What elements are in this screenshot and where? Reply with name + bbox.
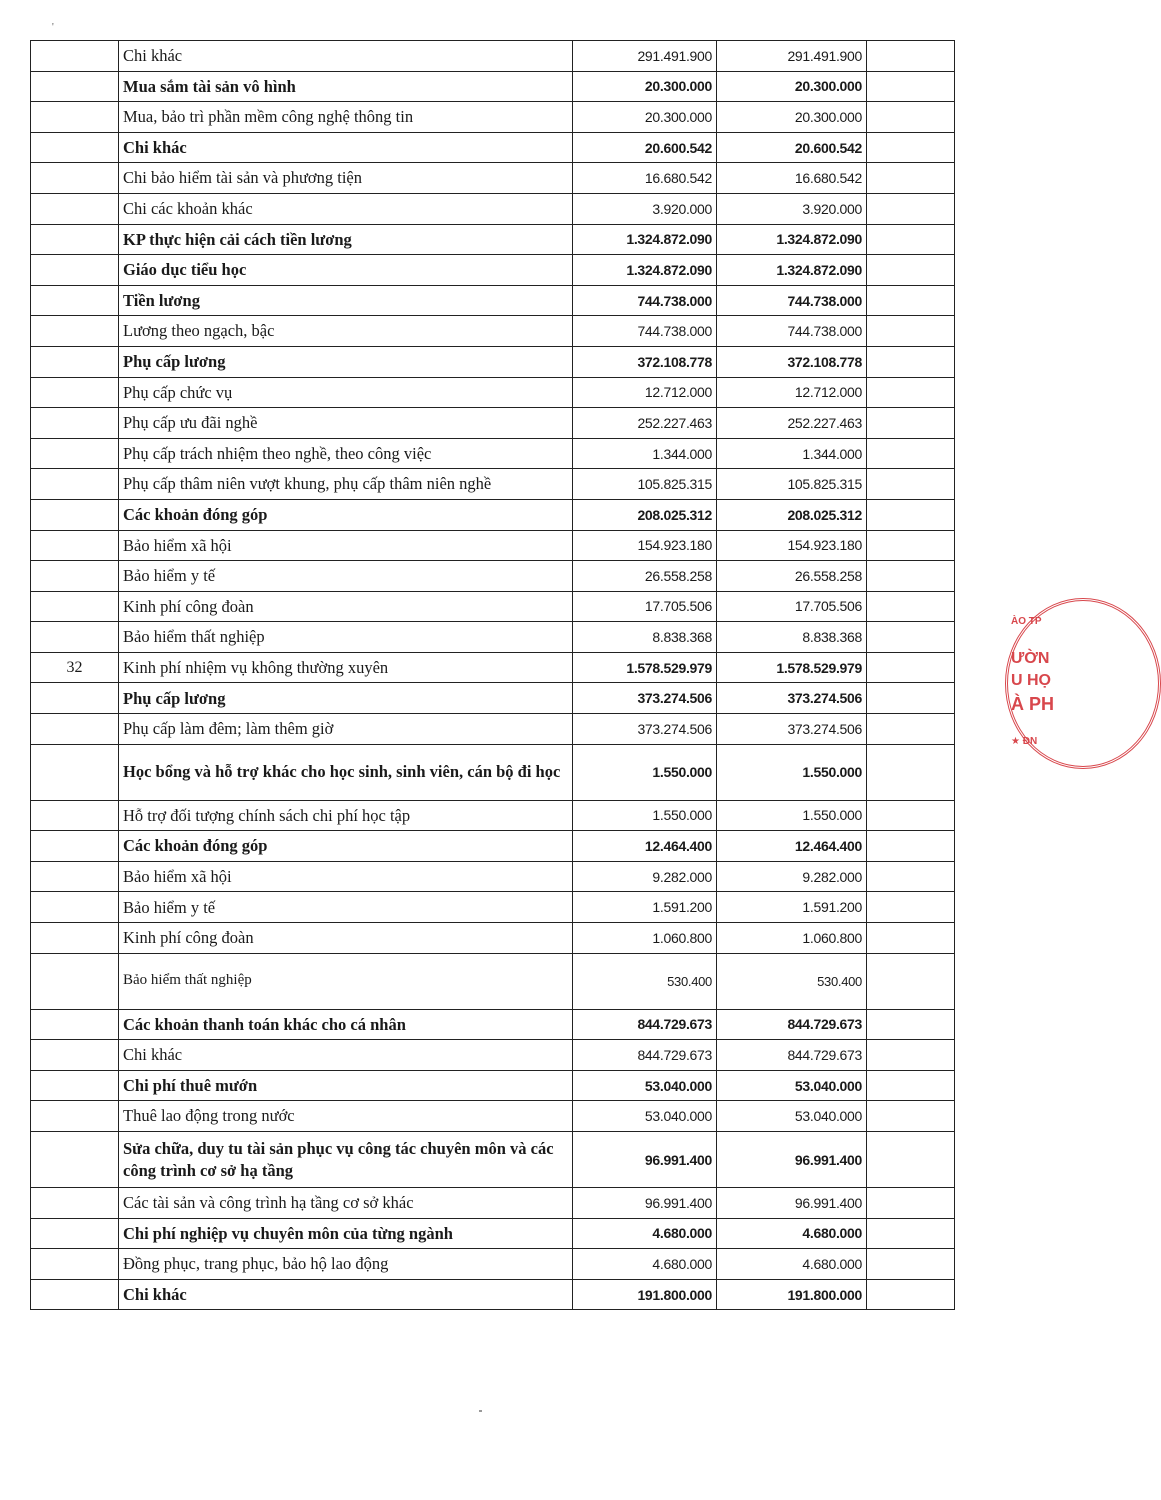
row-value-1-cell: 1.344.000 — [573, 438, 717, 469]
row-empty-cell — [867, 591, 955, 622]
table-row — [31, 892, 955, 923]
row-empty-cell — [867, 499, 955, 530]
row-description-cell: Chi khác — [119, 1040, 573, 1071]
row-value-1-cell: 16.680.542 — [573, 163, 717, 194]
row-value-2-cell: 1.578.529.979 — [717, 652, 867, 683]
row-description-cell: Sửa chữa, duy tu tài sản phục vụ công tác chuyên môn và các công trình cơ sở hạ tầng — [119, 1132, 573, 1188]
row-value-2-cell: 530.400 — [717, 953, 867, 1009]
table-row — [31, 224, 955, 255]
row-value-2-cell: 373.274.506 — [717, 714, 867, 745]
row-value-2-cell: 16.680.542 — [717, 163, 867, 194]
row-description-cell: Hỗ trợ đối tượng chính sách chi phí học tập — [119, 800, 573, 831]
row-description-cell: Tiền lương — [119, 285, 573, 316]
table-row — [31, 163, 955, 194]
row-description-cell: Phụ cấp lương — [119, 683, 573, 714]
row-empty-cell — [867, 1070, 955, 1101]
row-value-2-cell: 105.825.315 — [717, 469, 867, 500]
row-empty-cell — [867, 561, 955, 592]
table-row — [31, 1040, 955, 1071]
stamp-text-5: ★ ĐN — [1011, 736, 1038, 747]
row-value-2-cell: 291.491.900 — [717, 41, 867, 72]
row-number-cell — [31, 892, 119, 923]
row-description-cell: Thuê lao động trong nước — [119, 1101, 573, 1132]
row-number-cell — [31, 530, 119, 561]
row-empty-cell — [867, 71, 955, 102]
row-value-1-cell: 20.300.000 — [573, 71, 717, 102]
row-value-1-cell: 96.991.400 — [573, 1132, 717, 1188]
row-number-cell — [31, 408, 119, 439]
row-description-cell: Phụ cấp thâm niên vượt khung, phụ cấp thâm niên nghề — [119, 469, 573, 500]
row-value-1-cell: 844.729.673 — [573, 1009, 717, 1040]
table-row — [31, 132, 955, 163]
row-number-cell — [31, 377, 119, 408]
row-empty-cell — [867, 102, 955, 133]
table-row — [31, 71, 955, 102]
table-row — [31, 408, 955, 439]
table-row — [31, 469, 955, 500]
table-row — [31, 193, 955, 224]
budget-table-body — [31, 41, 955, 1310]
row-number-cell — [31, 346, 119, 377]
row-description-cell: Các khoản đóng góp — [119, 499, 573, 530]
table-row — [31, 1070, 955, 1101]
row-number-cell — [31, 591, 119, 622]
row-value-1-cell: 53.040.000 — [573, 1070, 717, 1101]
row-description-cell: Kinh phí nhiệm vụ không thường xuyên — [119, 652, 573, 683]
row-value-1-cell: 530.400 — [573, 953, 717, 1009]
table-row — [31, 714, 955, 745]
table-row — [31, 499, 955, 530]
row-number-cell — [31, 800, 119, 831]
row-value-2-cell: 20.300.000 — [717, 71, 867, 102]
row-value-1-cell: 373.274.506 — [573, 683, 717, 714]
row-number-cell — [31, 1188, 119, 1219]
table-row — [31, 530, 955, 561]
row-value-1-cell: 12.464.400 — [573, 831, 717, 862]
row-empty-cell — [867, 1218, 955, 1249]
row-value-2-cell: 154.923.180 — [717, 530, 867, 561]
row-value-2-cell: 53.040.000 — [717, 1101, 867, 1132]
table-row — [31, 1279, 955, 1310]
row-value-2-cell: 1.550.000 — [717, 800, 867, 831]
row-value-1-cell: 53.040.000 — [573, 1101, 717, 1132]
row-value-1-cell: 1.550.000 — [573, 744, 717, 800]
row-description-cell: Học bổng và hỗ trợ khác cho học sinh, sinh viên, cán bộ đi học — [119, 744, 573, 800]
table-row — [31, 591, 955, 622]
row-value-1-cell: 844.729.673 — [573, 1040, 717, 1071]
row-empty-cell — [867, 377, 955, 408]
row-value-2-cell: 372.108.778 — [717, 346, 867, 377]
row-empty-cell — [867, 923, 955, 954]
row-empty-cell — [867, 1279, 955, 1310]
table-row — [31, 800, 955, 831]
row-number-cell — [31, 923, 119, 954]
row-value-1-cell: 17.705.506 — [573, 591, 717, 622]
row-empty-cell — [867, 800, 955, 831]
row-value-1-cell: 8.838.368 — [573, 622, 717, 653]
table-row — [31, 1132, 955, 1188]
row-description-cell: Phụ cấp làm đêm; làm thêm giờ — [119, 714, 573, 745]
stamp-text-2: ƯỜN — [1011, 650, 1050, 667]
row-number-cell — [31, 1040, 119, 1071]
table-row — [31, 316, 955, 347]
row-value-2-cell: 252.227.463 — [717, 408, 867, 439]
row-value-1-cell: 1.324.872.090 — [573, 224, 717, 255]
row-number-cell — [31, 1101, 119, 1132]
row-description-cell: Phụ cấp lương — [119, 346, 573, 377]
row-value-2-cell: 12.712.000 — [717, 377, 867, 408]
row-number-cell: 32 — [31, 652, 119, 683]
row-value-2-cell: 8.838.368 — [717, 622, 867, 653]
row-empty-cell — [867, 193, 955, 224]
row-value-2-cell: 744.738.000 — [717, 285, 867, 316]
row-empty-cell — [867, 224, 955, 255]
row-number-cell — [31, 163, 119, 194]
row-empty-cell — [867, 255, 955, 286]
row-number-cell — [31, 71, 119, 102]
row-value-2-cell: 1.591.200 — [717, 892, 867, 923]
row-description-cell: Mua sắm tài sản vô hình — [119, 71, 573, 102]
row-number-cell — [31, 438, 119, 469]
row-description-cell: Phụ cấp ưu đãi nghề — [119, 408, 573, 439]
row-empty-cell — [867, 1101, 955, 1132]
row-number-cell — [31, 469, 119, 500]
row-empty-cell — [867, 408, 955, 439]
row-value-2-cell: 191.800.000 — [717, 1279, 867, 1310]
row-description-cell: Bảo hiểm thất nghiệp — [119, 953, 573, 1009]
row-value-1-cell: 252.227.463 — [573, 408, 717, 439]
row-number-cell — [31, 744, 119, 800]
row-value-1-cell: 291.491.900 — [573, 41, 717, 72]
row-number-cell — [31, 953, 119, 1009]
row-description-cell: Chi khác — [119, 1279, 573, 1310]
row-value-2-cell: 17.705.506 — [717, 591, 867, 622]
scan-speck — [479, 1410, 482, 1412]
table-row — [31, 1249, 955, 1280]
row-number-cell — [31, 1279, 119, 1310]
table-row — [31, 255, 955, 286]
row-value-2-cell: 96.991.400 — [717, 1188, 867, 1219]
row-value-1-cell: 744.738.000 — [573, 316, 717, 347]
row-empty-cell — [867, 1132, 955, 1188]
row-empty-cell — [867, 714, 955, 745]
row-number-cell — [31, 285, 119, 316]
table-row — [31, 652, 955, 683]
row-value-2-cell: 3.920.000 — [717, 193, 867, 224]
row-number-cell — [31, 561, 119, 592]
table-row — [31, 285, 955, 316]
row-empty-cell — [867, 683, 955, 714]
table-row — [31, 622, 955, 653]
row-value-1-cell: 4.680.000 — [573, 1218, 717, 1249]
row-description-cell: KP thực hiện cải cách tiền lương — [119, 224, 573, 255]
row-description-cell: Mua, bảo trì phần mềm công nghệ thông tin — [119, 102, 573, 133]
row-description-cell: Chi khác — [119, 132, 573, 163]
stamp-text-4: À PH — [1011, 694, 1055, 714]
row-value-1-cell: 372.108.778 — [573, 346, 717, 377]
row-empty-cell — [867, 469, 955, 500]
row-empty-cell — [867, 892, 955, 923]
stamp-text-1: ÀO TP — [1011, 616, 1042, 627]
row-number-cell — [31, 1070, 119, 1101]
row-value-2-cell: 20.300.000 — [717, 102, 867, 133]
row-value-2-cell: 1.324.872.090 — [717, 255, 867, 286]
row-value-2-cell: 12.464.400 — [717, 831, 867, 862]
row-value-1-cell: 191.800.000 — [573, 1279, 717, 1310]
row-value-2-cell: 373.274.506 — [717, 683, 867, 714]
table-row — [31, 1188, 955, 1219]
row-number-cell — [31, 132, 119, 163]
row-value-2-cell: 96.991.400 — [717, 1132, 867, 1188]
row-value-1-cell: 208.025.312 — [573, 499, 717, 530]
row-value-1-cell: 96.991.400 — [573, 1188, 717, 1219]
row-value-1-cell: 154.923.180 — [573, 530, 717, 561]
row-value-1-cell: 26.558.258 — [573, 561, 717, 592]
row-number-cell — [31, 1132, 119, 1188]
row-empty-cell — [867, 316, 955, 347]
row-value-1-cell: 4.680.000 — [573, 1249, 717, 1280]
row-empty-cell — [867, 1040, 955, 1071]
row-value-2-cell: 4.680.000 — [717, 1218, 867, 1249]
row-description-cell: Bảo hiểm y tế — [119, 892, 573, 923]
table-row — [31, 831, 955, 862]
row-value-1-cell: 1.550.000 — [573, 800, 717, 831]
row-value-1-cell: 1.324.872.090 — [573, 255, 717, 286]
row-description-cell: Các khoản thanh toán khác cho cá nhân — [119, 1009, 573, 1040]
table-row — [31, 102, 955, 133]
row-value-1-cell: 1.578.529.979 — [573, 652, 717, 683]
row-description-cell: Chi các khoản khác — [119, 193, 573, 224]
row-value-2-cell: 1.060.800 — [717, 923, 867, 954]
row-description-cell: Đồng phục, trang phục, bảo hộ lao động — [119, 1249, 573, 1280]
row-empty-cell — [867, 530, 955, 561]
row-number-cell — [31, 831, 119, 862]
table-row — [31, 1009, 955, 1040]
row-value-1-cell: 9.282.000 — [573, 861, 717, 892]
table-row — [31, 1101, 955, 1132]
row-number-cell — [31, 255, 119, 286]
row-empty-cell — [867, 1249, 955, 1280]
row-number-cell — [31, 499, 119, 530]
row-number-cell — [31, 622, 119, 653]
row-value-2-cell: 1.344.000 — [717, 438, 867, 469]
table-row — [31, 953, 955, 1009]
row-value-1-cell: 105.825.315 — [573, 469, 717, 500]
row-value-2-cell: 20.600.542 — [717, 132, 867, 163]
row-value-1-cell: 1.591.200 — [573, 892, 717, 923]
row-description-cell: Chi phí thuê mướn — [119, 1070, 573, 1101]
row-value-2-cell: 4.680.000 — [717, 1249, 867, 1280]
row-value-2-cell: 844.729.673 — [717, 1040, 867, 1071]
official-stamp — [1005, 598, 1085, 768]
row-empty-cell — [867, 622, 955, 653]
row-value-2-cell: 844.729.673 — [717, 1009, 867, 1040]
row-empty-cell — [867, 41, 955, 72]
budget-table — [30, 40, 955, 1310]
table-row — [31, 561, 955, 592]
row-number-cell — [31, 41, 119, 72]
row-number-cell — [31, 861, 119, 892]
row-empty-cell — [867, 831, 955, 862]
row-description-cell: Bảo hiểm thất nghiệp — [119, 622, 573, 653]
row-empty-cell — [867, 861, 955, 892]
row-value-1-cell: 744.738.000 — [573, 285, 717, 316]
row-number-cell — [31, 683, 119, 714]
table-row — [31, 683, 955, 714]
row-description-cell: Phụ cấp trách nhiệm theo nghề, theo công việc — [119, 438, 573, 469]
row-number-cell — [31, 102, 119, 133]
row-empty-cell — [867, 346, 955, 377]
row-number-cell — [31, 714, 119, 745]
row-description-cell: Kinh phí công đoàn — [119, 591, 573, 622]
row-description-cell: Các tài sản và công trình hạ tầng cơ sở khác — [119, 1188, 573, 1219]
row-number-cell — [31, 1009, 119, 1040]
row-description-cell: Bảo hiểm xã hội — [119, 530, 573, 561]
row-empty-cell — [867, 1188, 955, 1219]
row-empty-cell — [867, 652, 955, 683]
row-value-2-cell: 1.550.000 — [717, 744, 867, 800]
row-description-cell: Lương theo ngạch, bậc — [119, 316, 573, 347]
row-value-2-cell: 26.558.258 — [717, 561, 867, 592]
row-description-cell: Chi khác — [119, 41, 573, 72]
row-value-1-cell: 373.274.506 — [573, 714, 717, 745]
table-row — [31, 1218, 955, 1249]
row-number-cell — [31, 1218, 119, 1249]
row-description-cell: Phụ cấp chức vụ — [119, 377, 573, 408]
table-row — [31, 861, 955, 892]
row-description-cell: Bảo hiểm xã hội — [119, 861, 573, 892]
row-empty-cell — [867, 163, 955, 194]
row-empty-cell — [867, 744, 955, 800]
table-row — [31, 41, 955, 72]
row-description-cell: Chi bảo hiểm tài sản và phương tiện — [119, 163, 573, 194]
row-empty-cell — [867, 132, 955, 163]
row-description-cell: Các khoản đóng góp — [119, 831, 573, 862]
table-row — [31, 438, 955, 469]
table-row — [31, 377, 955, 408]
row-value-1-cell: 20.600.542 — [573, 132, 717, 163]
row-value-2-cell: 1.324.872.090 — [717, 224, 867, 255]
row-value-2-cell: 53.040.000 — [717, 1070, 867, 1101]
row-number-cell — [31, 224, 119, 255]
row-value-2-cell: 744.738.000 — [717, 316, 867, 347]
row-description-cell: Kinh phí công đoàn — [119, 923, 573, 954]
row-value-1-cell: 12.712.000 — [573, 377, 717, 408]
stamp-text-3: U HỌ — [1011, 672, 1051, 689]
table-row — [31, 346, 955, 377]
row-description-cell: Chi phí nghiệp vụ chuyên môn của từng ngành — [119, 1218, 573, 1249]
row-value-1-cell: 20.300.000 — [573, 102, 717, 133]
row-empty-cell — [867, 438, 955, 469]
row-empty-cell — [867, 953, 955, 1009]
row-value-1-cell: 1.060.800 — [573, 923, 717, 954]
row-number-cell — [31, 1249, 119, 1280]
table-row — [31, 744, 955, 800]
row-value-2-cell: 208.025.312 — [717, 499, 867, 530]
page-mark: ' — [52, 22, 54, 33]
row-number-cell — [31, 193, 119, 224]
table-row — [31, 923, 955, 954]
row-value-2-cell: 9.282.000 — [717, 861, 867, 892]
row-empty-cell — [867, 1009, 955, 1040]
row-description-cell: Bảo hiểm y tế — [119, 561, 573, 592]
row-number-cell — [31, 316, 119, 347]
row-description-cell: Giáo dục tiểu học — [119, 255, 573, 286]
row-empty-cell — [867, 285, 955, 316]
row-value-1-cell: 3.920.000 — [573, 193, 717, 224]
